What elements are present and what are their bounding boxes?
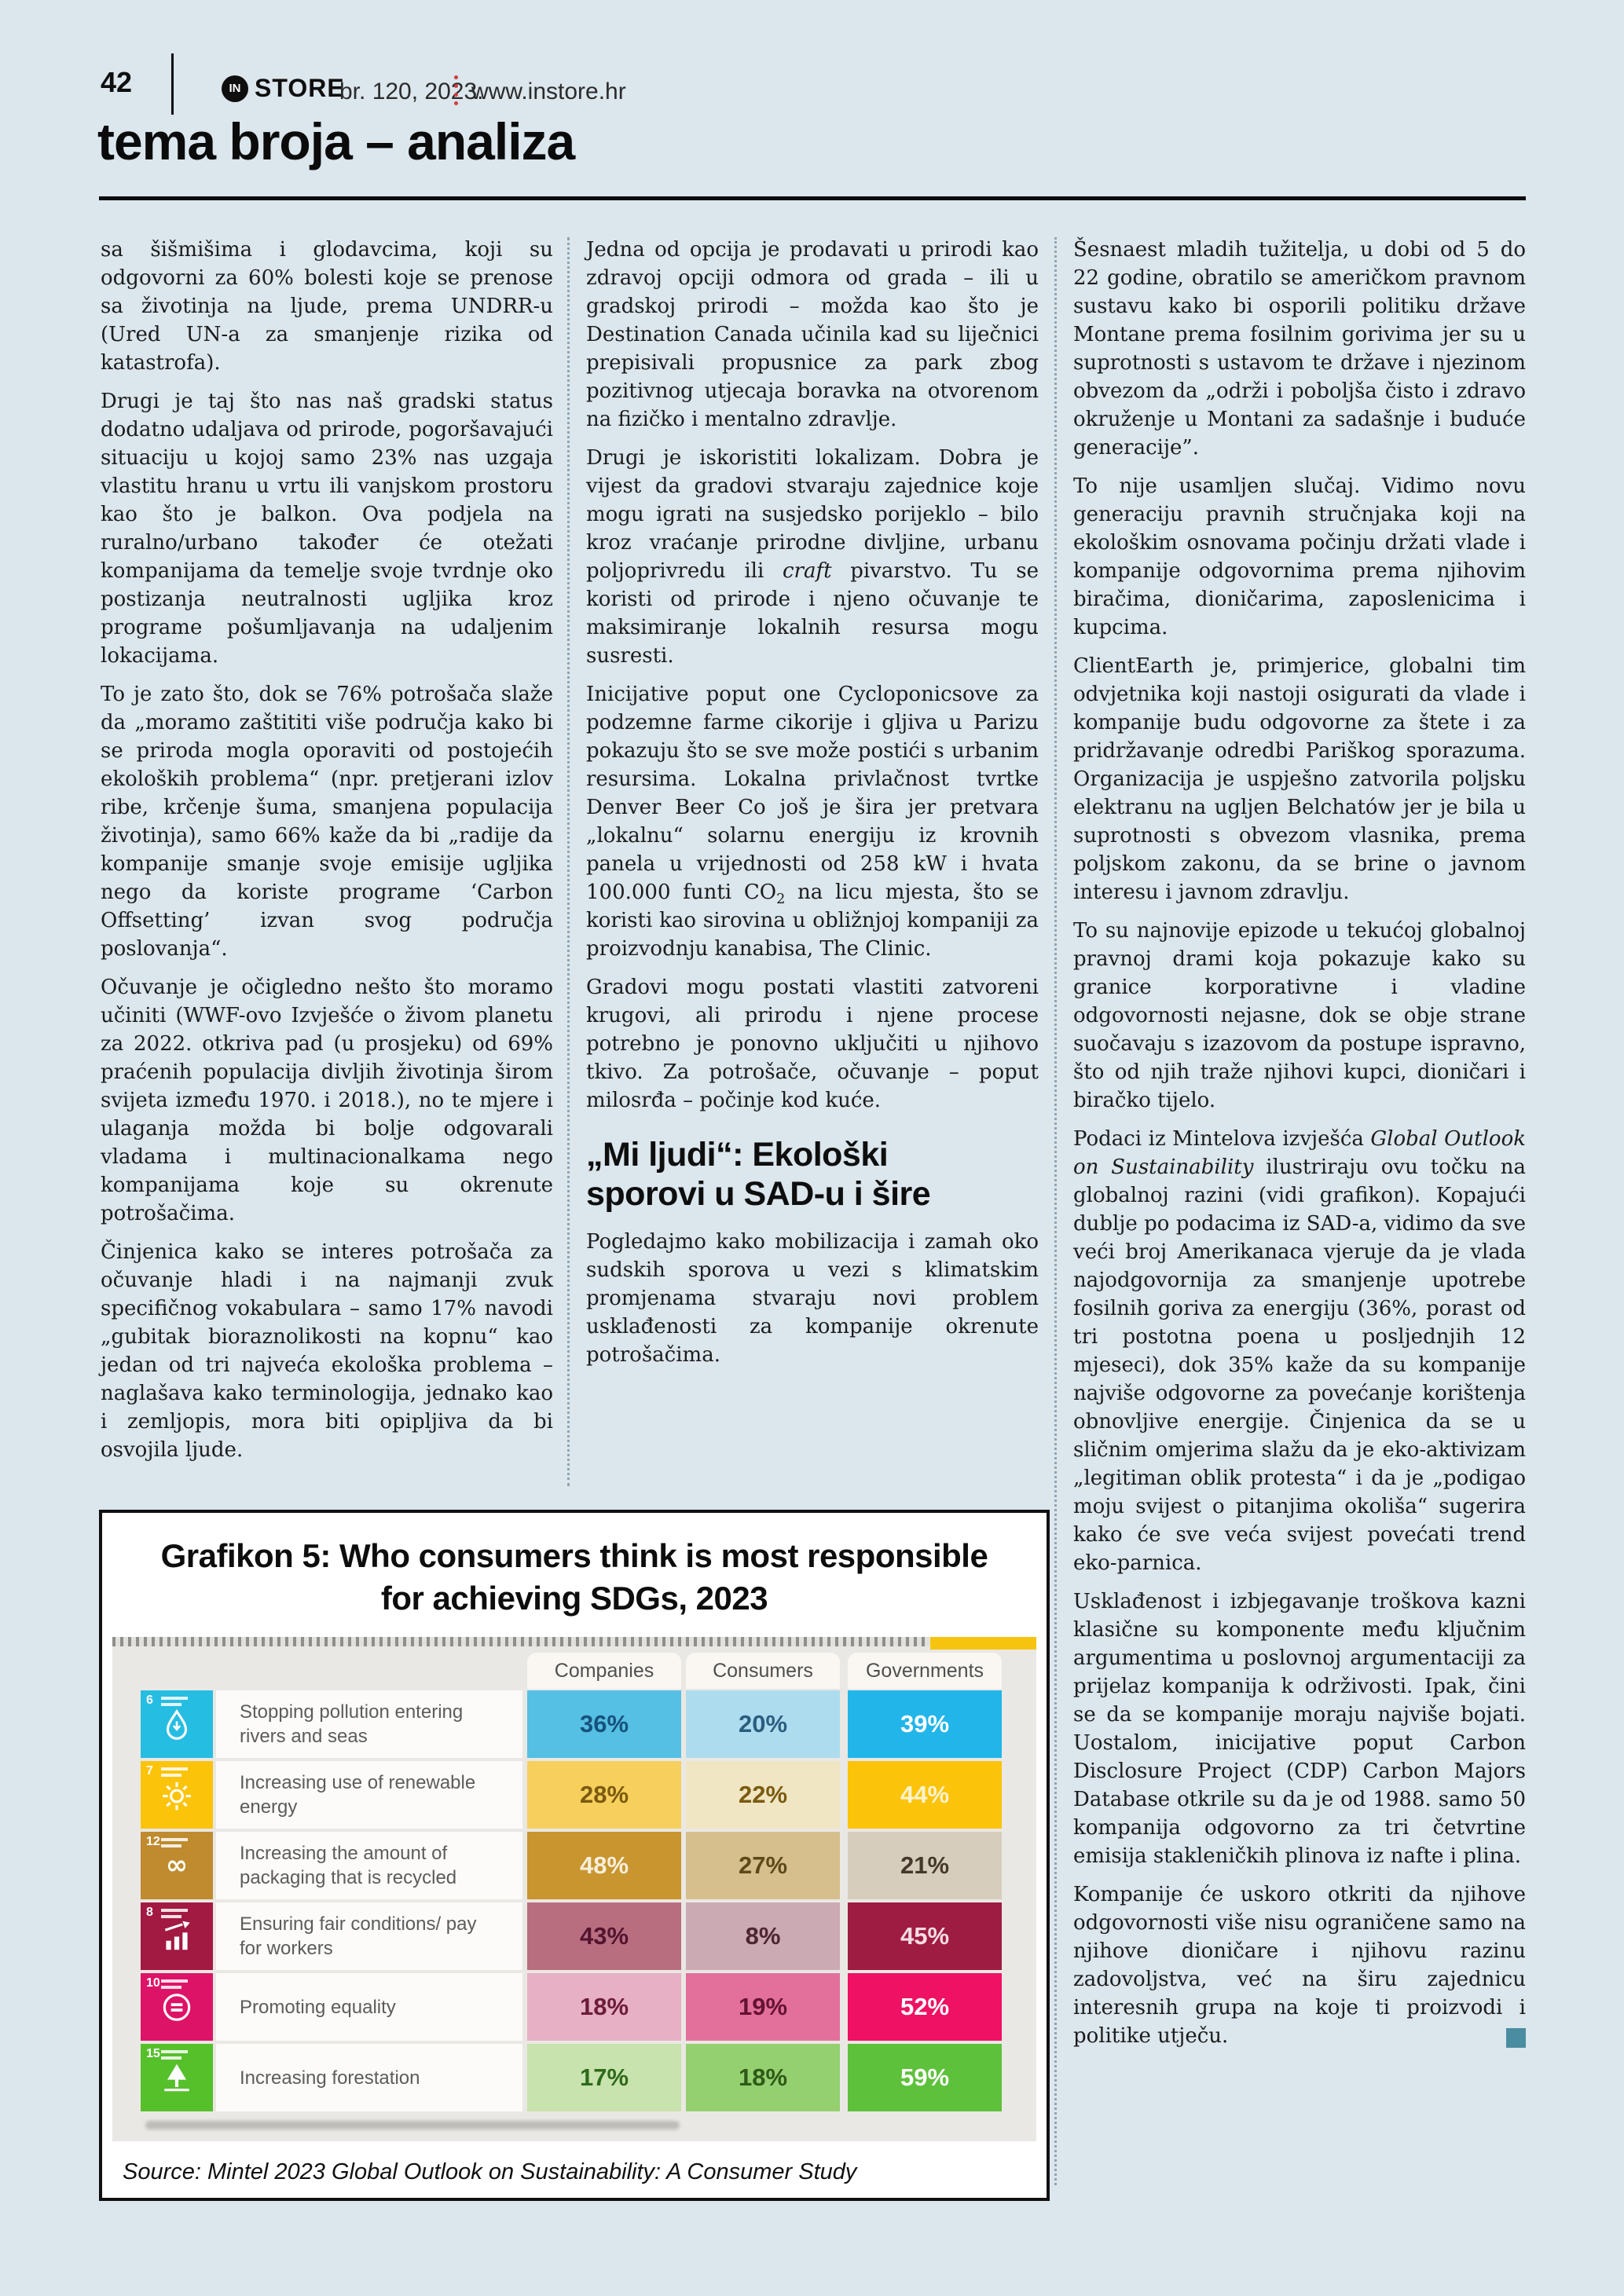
article-end-marker <box>1506 2028 1526 2048</box>
cell-sdg7-governments: 44% <box>848 1761 1002 1829</box>
row-label-text: Increasing the amount of packaging that is recycled <box>240 1843 457 1888</box>
header-divider <box>171 53 174 115</box>
sdg-6-icon <box>159 1707 195 1747</box>
sdg-7-icon <box>159 1778 195 1818</box>
svg-text:∞: ∞ <box>165 1849 189 1881</box>
sdg-table <box>112 1637 1036 2141</box>
paragraph: Drugi je taj što nas naš gradski status dodatno udaljava od prirode, pogoršavajući situaciju u kojoj samo 23% nas uzgaja vlastitu hranu u vrtu ili vanjskom prostoru kao što je balkon. Ova podjela na ruralno/urbano također će otežati kompanijama da temelje svoje tvrdnje oko postizanja neutralnosti ugljika kroz programe pošumljavanja na udaljenim lokacijama. <box>101 390 553 668</box>
row-label-text: Increasing forestation <box>240 2067 420 2089</box>
sdg-number: 12 <box>146 1835 160 1848</box>
title-rule <box>99 196 1526 200</box>
sdg-8-icon <box>159 1919 195 1959</box>
paragraph: sa šišmišima i glodavcima, koji su odgovorni za 60% bolesti koje se prenose sa životinja na ljude, prema UNDRR-u (Ured UN-a za smanjenje rizika od katastrofa). <box>101 238 553 375</box>
illegible-fineprint <box>145 2121 680 2129</box>
sdg-10-tile <box>141 1973 213 2041</box>
paragraph: Gradovi mogu postati vlastiti zatvoreni krugovi, ali prirodu i njene procese potrebno je ponovno uključiti u njihovo tkivo. Za potrošače, očuvanje – poput milosrđa – počinje kod kuće. <box>586 976 1039 1112</box>
sdg-12-icon <box>156 1848 197 1888</box>
row-label-text: Ensuring fair conditions/ pay for workers <box>240 1913 477 1959</box>
sdg-8-tile <box>141 1902 213 1970</box>
cell-sdg6-governments: 39% <box>848 1690 1002 1758</box>
cell-sdg6-companies: 36% <box>527 1690 681 1758</box>
article-column-3 <box>1073 236 1526 2060</box>
chart-source: Source: Mintel 2023 Global Outlook on Sustainability: A Consumer Study <box>123 2159 857 2184</box>
cell-sdg7-consumers: 22% <box>686 1761 840 1829</box>
chart-title <box>102 1535 1047 1620</box>
website-url: www.instore.hr <box>471 79 626 104</box>
page-number: 42 <box>101 66 133 98</box>
article-column-2 <box>586 236 1039 1379</box>
column-header-consumers: Consumers <box>686 1653 840 1689</box>
row-label-text: Increasing use of renewable energy <box>240 1772 476 1818</box>
yellow-corner-decoration <box>930 1637 1036 1650</box>
issue-number: br. 120, 2023. <box>339 79 484 104</box>
instore-logo <box>222 74 345 103</box>
article-column-1 <box>101 236 553 1474</box>
sdg-number: 6 <box>146 1694 153 1707</box>
sdg-number: 7 <box>146 1764 153 1778</box>
paragraph: To je zato što, dok se 76% potrošača slaže da „moramo zaštititi više područja kako bi se priroda mogla oporaviti od postojećih ekoloških problema“ (npr. pretjerani izlov ribe, krčenje šuma, smanjena populacija životinja), samo 66% kaže da bi „radije da kompanije smanje svoje emisije ugljika nego da koriste programe ‘Carbon Offsetting’ izvan svog područja poslovanja“. <box>101 683 553 961</box>
cell-sdg15-consumers: 18% <box>686 2044 840 2111</box>
paragraph: Inicijative poput one Cycloponicsove za podzemne farme cikorije i gljiva u Parizu pokazuju što se sve može postići s urbanim resursima. Lokalna privlačnost tvrtke Denver Beer Co još je šira jer pretvara „lokalnu“ solarnu energiju iz krovnih panela u vrijednosti od 258 kW i hvata 100.000 funti $CO_2$ na licu mjesta, što se koristi kao sirovina u obližnjoj kompaniji za proizvodnju kanabisa, The Clinic. <box>586 683 1039 961</box>
chart-figure <box>99 1510 1050 2201</box>
column-header-companies: Companies <box>527 1653 681 1689</box>
paragraph: Jedna od opcija je prodavati u prirodi kao zdravoj opciji odmora od grada – ili u gradskoj prirodi – možda kao što je Destination Canada učinila kad su liječnici prepisivali propusnice za park zbog pozitivnog utjecaja boravka na otvorenom na fizičko i mentalno zdravlje. <box>586 238 1039 431</box>
cell-sdg12-consumers: 27% <box>686 1832 840 1899</box>
paragraph: Šesnaest mladih tužitelja, u dobi od 5 do 22 godine, obratilo se američkom pravnom sustavu kako bi osporili politiku države Montane prema fosilnim gorivima jer su u suprotnosti s ustavom te države i njezinom obvezom da „održi i poboljša čisto i zdravo okruženje u Montani za sadašnje i buduće generacije”. <box>1073 238 1526 460</box>
cell-sdg8-companies: 43% <box>527 1902 681 1970</box>
paragraph: To nije usamljen slučaj. Vidimo novu generaciju pravnih stručnjaka koji na ekološkim osnovama počinju držati vlade i kompanije odgovornima prema njihovim biračima, dioničarima, zaposlenicima i kupcima. <box>1073 474 1526 639</box>
sdg-number: 10 <box>146 1976 160 1990</box>
row-label <box>216 1761 522 1829</box>
sdg-number: 15 <box>146 2047 160 2060</box>
instore-logo-circle-icon: IN <box>222 75 248 102</box>
cell-sdg10-consumers: 19% <box>686 1973 840 2041</box>
chart-title-line2: for achieving SDGs, 2023 <box>380 1580 768 1617</box>
chart-title-line1: Grafikon 5: Who consumers think is most responsible <box>160 1537 988 1574</box>
red-dotted-separator <box>454 75 458 105</box>
sdg-15-icon <box>159 2060 195 2100</box>
sdg-10-icon <box>159 1990 195 2030</box>
paragraph: ClientEarth je, primjerice, globalni tim odvjetnika koji nastoji osigurati da vlade i kompanije budu odgovorne za štete i za pridržavanje odredbi Pariškog sporazuma. Organizacija je uspješno zatvorila poljsku elektranu na ugljen Belchatów jer je bila u suprotnosti s obvezom vlasnika, prema poljskom zakonu, da se brine o javnom interesu i javnom zdravlju. <box>1073 654 1526 904</box>
paragraph: Podaci iz Mintelova izvješća Global Outlook on Sustainability ilustriraju ovu točku na globalnoj razini (vidi grafikon). Kopajući dublje po podacima iz SAD-a, vidimo da sve veći broj Amerikanaca vjeruje da je vlada najodgovornija za smanjenje upotrebe fosilnih goriva za energiju (36%, porast od tri postotna poena u posljednjih 12 mjeseci), dok 35% kaže da su kompanije najviše odgovorne za povećanje korištenja obnovljive energije. Činjenica da se u sličnim omjerima slažu da je eko-aktivizam „legitiman oblik protesta“ i da je „podigao moju svijest o pitanjima okoliša“ sugerira kako će sve veća svijest povećati trend eko-parnica. <box>1073 1127 1526 1575</box>
row-label <box>216 1832 522 1899</box>
row-label <box>216 1690 522 1758</box>
cell-sdg12-governments: 21% <box>848 1832 1002 1899</box>
column-header-governments: Governments <box>848 1653 1002 1689</box>
paragraph: Kompanije će uskoro otkriti da njihove odgovornosti više nisu ograničene samo na njihove dioničare i njihovu razinu zadovoljstva, već na širu zajednicu interesnih grupa na koje ti proizvodi i politike utječu. <box>1073 1883 1526 2048</box>
column-separator-1 <box>567 237 570 1486</box>
column-separator-2 <box>1054 237 1057 2185</box>
cell-sdg6-consumers: 20% <box>686 1690 840 1758</box>
cell-sdg15-companies: 17% <box>527 2044 681 2111</box>
row-label <box>216 1902 522 1970</box>
cell-sdg10-governments: 52% <box>848 1973 1002 2041</box>
paragraph: Očuvanje je očigledno nešto što moramo učiniti (WWF-ovo Izvješće o živom planetu za 2022. otkriva pad (u prosjeku) od 69% praćenih populacija divljih životinja širom svijeta između 1970. i 2018.), no te mjere i ulaganja možda bi bolje odgovarali vladama i multinacionalkama nego kompanijama koje su okrenute potrošačima. <box>101 976 553 1225</box>
sdg-number: 8 <box>146 1906 153 1919</box>
paragraph: Činjenica kako se interes potrošača za očuvanje hladi i na najmanji zvuk specifičnog vokabulara – samo 17% navodi „gubitak bioraznolikosti na kopnu“ kao jedan od tri najveća ekološka problema – naglašava kako terminologija, jednako kao i zemljopis, mora biti opipljiva da bi osvojila ljude. <box>101 1240 553 1462</box>
paragraph: Drugi je iskoristiti lokalizam. Dobra je vijest da gradovi stvaraju zajednice koje mogu igrati na susjedsko porijeklo – bilo kroz vraćanje prirodne divljine, urbanu poljoprivredu ili craft pivarstvo. Tu se koristi od prirode i njeno očuvanje te maksimiranje lokalnih resursa mogu susresti. <box>586 446 1039 668</box>
cell-sdg15-governments: 59% <box>848 2044 1002 2111</box>
paragraph: Pogledajmo kako mobilizacija i zamah oko sudskih sporova u vezi s klimatskim promjenama stvaraju novi problem usklađenosti za kompanije okrenute potrošačima. <box>586 1230 1039 1367</box>
scan-texture <box>112 1637 929 1646</box>
cell-sdg7-companies: 28% <box>527 1761 681 1829</box>
cell-sdg8-governments: 45% <box>848 1902 1002 1970</box>
cell-sdg8-consumers: 8% <box>686 1902 840 1970</box>
cell-sdg10-companies: 18% <box>527 1973 681 2041</box>
paragraph: Usklađenost i izbjegavanje troškova kazni klasične su komponente među ključnim argumentima u poslovnoj argumentaciji za prijelaz kompanija k održivosti. Ipak, čini se da se kompanije moraju najviše bojati. Uostalom, inicijative poput Carbon Disclosure Project (CDP) Carbon Majors Database otkrile su da je od 1988. samo 50 kompanija odgovorno za tri četvrtine emisija stakleničkih plinova iz nafte i plina. <box>1073 1590 1526 1868</box>
row-label-text: Stopping pollution entering rivers and seas <box>240 1701 464 1747</box>
sdg-7-tile <box>141 1761 213 1829</box>
sdg-15-tile <box>141 2044 213 2111</box>
sdg-12-tile <box>141 1832 213 1899</box>
section-title: tema broja – analiza <box>97 112 575 170</box>
row-label <box>216 1973 522 2041</box>
sdg-6-tile <box>141 1690 213 1758</box>
paragraph: To su najnovije epizode u tekućoj globalnoj pravnoj drami koja pokazuje kako su granice korporativne i vladine odgovornosti nejasne, dok se obje strane suočavaju s izazovom da postupe ispravno, što od njih traže njihovi kupci, dioničari i biračko tijelo. <box>1073 919 1526 1112</box>
cell-sdg12-companies: 48% <box>527 1832 681 1899</box>
row-label-text: Promoting equality <box>240 1996 396 2018</box>
section-heading: „Mi ljudi“: Ekološki sporovi u SAD-u i šire <box>586 1136 931 1213</box>
instore-logo-text: STORE <box>255 74 345 102</box>
row-label <box>216 2044 522 2111</box>
